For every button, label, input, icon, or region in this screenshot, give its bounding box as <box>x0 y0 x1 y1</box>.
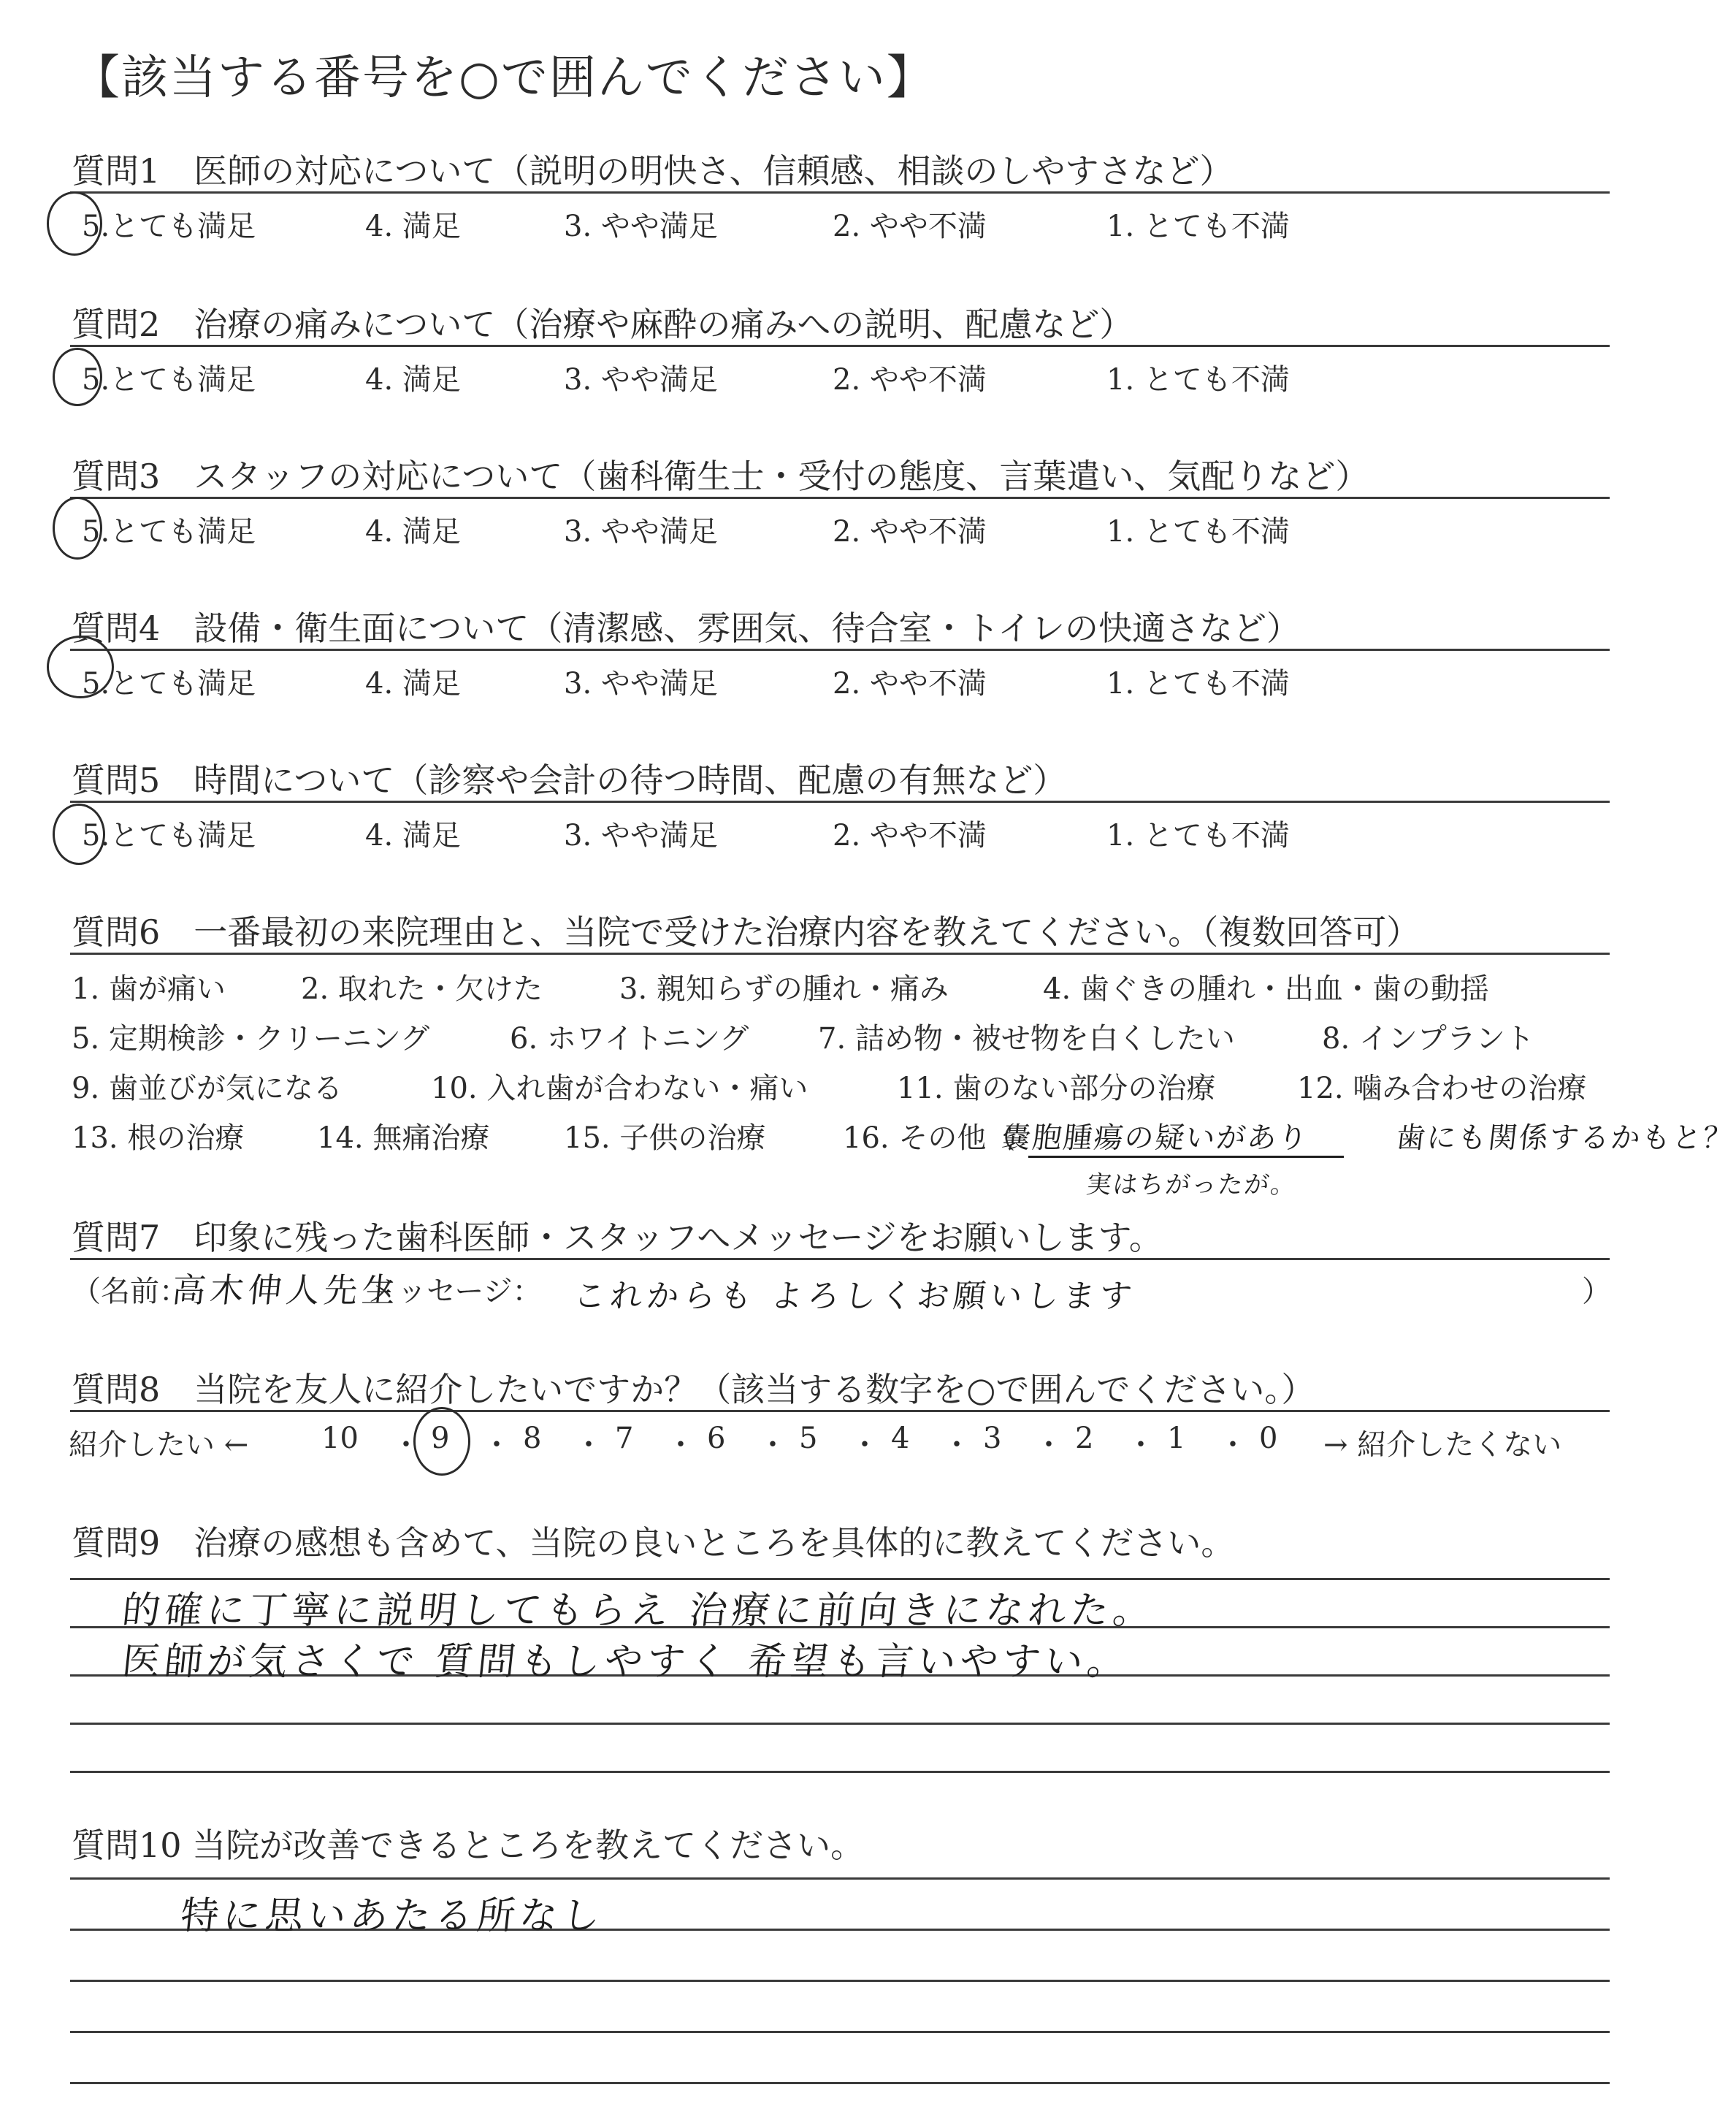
q8-separator: ・ <box>391 1428 421 1462</box>
q8-right-text: → 紹介したくない <box>1323 1428 1562 1462</box>
question-3-label: 質問3 スタッフの対応について（歯科衛生士・受付の態度、言葉遣い、気配りなど） <box>72 457 1369 496</box>
q6-choice[interactable]: 2. 取れた・欠けた <box>301 972 543 1006</box>
question-2-label: 質問2 治療の痛みについて（治療や麻酔の痛みへの説明、配慮など） <box>72 305 1133 344</box>
q6-choice[interactable]: 11. 歯のない部分の治療 <box>897 1072 1216 1105</box>
q6-handwriting-underline <box>1028 1156 1344 1158</box>
q1-option-5[interactable]: 5.とても満足 <box>82 210 256 243</box>
q6-choice[interactable]: 1. 歯が痛い <box>72 972 226 1006</box>
q8-separator: ・ <box>850 1428 879 1462</box>
q8-scale-7[interactable]: 7 <box>615 1422 634 1455</box>
q6-choice[interactable]: 12. 噛み合わせの治療 <box>1297 1072 1587 1105</box>
q8-separator: ・ <box>1034 1428 1063 1462</box>
q8-scale-8[interactable]: 8 <box>523 1422 542 1455</box>
q4-option-4[interactable]: 4. 満足 <box>365 667 461 701</box>
q7-close-paren: ） <box>1582 1275 1611 1308</box>
q5-option-1[interactable]: 1. とても不満 <box>1106 819 1290 853</box>
q8-separator: ・ <box>942 1428 971 1462</box>
q6-choice[interactable]: 5. 定期検診・クリーニング <box>72 1022 430 1056</box>
q2-option-5[interactable]: 5.とても満足 <box>82 363 256 397</box>
question-7-label: 質問7 印象に残った歯科医師・スタッフへメッセージをお願いします。 <box>72 1218 1163 1257</box>
question-7-rule <box>70 1258 1610 1260</box>
q1-option-2[interactable]: 2. やや不満 <box>833 210 987 243</box>
q7-name-value[interactable]: 高木伸人先生 <box>169 1270 402 1310</box>
q8-scale-0[interactable]: 0 <box>1259 1422 1278 1455</box>
question-1-rule <box>70 191 1610 194</box>
q8-scale-5[interactable]: 5 <box>799 1422 818 1455</box>
q1-option-4[interactable]: 4. 満足 <box>365 210 461 243</box>
q8-separator: ・ <box>1126 1428 1155 1462</box>
question-6-label: 質問6 一番最初の来院理由と、当院で受けた治療内容を教えてください。（複数回答可） <box>72 912 1420 952</box>
form-title: 【該当する番号を○で囲んでください】 <box>73 51 935 105</box>
q2-selected-circle <box>53 348 102 406</box>
q6-choice[interactable]: 9. 歯並びが気になる <box>72 1072 343 1105</box>
q5-option-3[interactable]: 3. やや満足 <box>564 819 718 853</box>
q1-selected-circle <box>47 191 102 256</box>
q5-selected-circle <box>53 804 105 865</box>
q7-message-value[interactable]: これからも よろしくお願いします <box>571 1278 1139 1315</box>
q6-choice[interactable]: 3. 親知らずの腫れ・痛み <box>619 972 949 1006</box>
question-8-label: 質問8 当院を友人に紹介したいですか？（該当する数字を○で囲んでください。） <box>72 1370 1315 1409</box>
q8-scale-2[interactable]: 2 <box>1075 1422 1094 1455</box>
q6-choice[interactable]: 6. ホワイトニング <box>510 1022 749 1056</box>
q2-option-1[interactable]: 1. とても不満 <box>1106 363 1290 397</box>
q2-option-4[interactable]: 4. 満足 <box>365 363 461 397</box>
q6-choice-other[interactable]: 16. その他（ <box>843 1121 1016 1155</box>
q6-other-handwriting: 歯にも関係するかもと？ <box>1394 1121 1736 1155</box>
q8-scale-6[interactable]: 6 <box>707 1422 726 1455</box>
q6-choice[interactable]: 7. 詰め物・被せ物を白くしたい <box>818 1022 1235 1056</box>
question-5-rule <box>70 801 1610 803</box>
q6-choice[interactable]: 4. 歯ぐきの腫れ・出血・歯の動揺 <box>1043 972 1489 1006</box>
q8-separator: ・ <box>482 1428 511 1462</box>
q6-choice[interactable]: 8. インプラント <box>1322 1022 1534 1056</box>
q6-choice[interactable]: 14. 無痛治療 <box>317 1121 490 1155</box>
q10-answer-line <box>70 2031 1610 2033</box>
q8-scale-4[interactable]: 4 <box>891 1422 910 1455</box>
q5-option-4[interactable]: 4. 満足 <box>365 819 461 853</box>
q10-answer-line <box>70 1877 1610 1880</box>
question-6-rule <box>70 953 1610 955</box>
q8-scale-9[interactable]: 9 <box>431 1422 450 1455</box>
q4-selected-circle <box>47 636 114 698</box>
question-1-label: 質問1 医師の対応について（説明の明快さ、信頼感、相談のしやすさなど） <box>72 151 1234 191</box>
q6-other-handwriting: 嚢胞腫瘍の疑いがあり <box>1000 1121 1311 1155</box>
question-4-rule <box>70 649 1610 651</box>
q1-option-3[interactable]: 3. やや満足 <box>564 210 718 243</box>
q8-left-text: 紹介したい ← <box>69 1428 249 1462</box>
q9-answer-line <box>70 1723 1610 1725</box>
q8-separator: ・ <box>666 1428 695 1462</box>
q3-option-2[interactable]: 2. やや不満 <box>833 515 987 549</box>
q10-answer-line <box>70 1980 1610 1982</box>
q4-option-2[interactable]: 2. やや不満 <box>833 667 987 701</box>
q5-option-2[interactable]: 2. やや不満 <box>833 819 987 853</box>
q9-answer-line <box>70 1771 1610 1773</box>
q6-choice[interactable]: 10. 入れ歯が合わない・痛い <box>431 1072 808 1105</box>
question-8-rule <box>70 1410 1610 1412</box>
q7-message-label: メッセージ： <box>368 1275 542 1308</box>
q8-separator: ・ <box>758 1428 787 1462</box>
q8-scale-3[interactable]: 3 <box>983 1422 1002 1455</box>
question-5-label: 質問5 時間について（診察や会計の待つ時間、配慮の有無など） <box>72 760 1067 800</box>
q9-answer-text[interactable]: 的確に丁寧に説明してもらえ 治療に前向きになれた。 <box>120 1589 1158 1633</box>
question-3-rule <box>70 497 1610 499</box>
q5-option-5[interactable]: 5.とても満足 <box>82 819 256 853</box>
q3-option-4[interactable]: 4. 満足 <box>365 515 461 549</box>
q3-option-5[interactable]: 5.とても満足 <box>82 515 256 549</box>
q4-option-1[interactable]: 1. とても不満 <box>1106 667 1290 701</box>
q2-option-3[interactable]: 3. やや満足 <box>564 363 718 397</box>
question-4-label: 質問4 設備・衛生面について（清潔感、雰囲気、待合室・トイレの快適さなど） <box>72 609 1301 648</box>
q8-scale-1[interactable]: 1 <box>1167 1422 1186 1455</box>
q8-separator: ・ <box>574 1428 603 1462</box>
q4-option-5[interactable]: 5.とても満足 <box>82 667 256 701</box>
q6-choice[interactable]: 13. 根の治療 <box>72 1121 245 1155</box>
q3-selected-circle <box>53 497 102 560</box>
q7-name-label: （名前： <box>72 1275 188 1308</box>
q3-option-1[interactable]: 1. とても不満 <box>1106 515 1290 549</box>
q10-answer-line <box>70 2082 1610 2084</box>
q6-choice[interactable]: 15. 子供の治療 <box>564 1121 766 1155</box>
q8-selected-circle <box>413 1407 470 1476</box>
question-10-label: 質問10 当院が改善できるところを教えてください。 <box>72 1826 865 1865</box>
q9-answer-text[interactable]: 医師が気さくで 質問もしやすく 希望も言いやすい。 <box>120 1640 1132 1684</box>
q10-answer-text[interactable]: 特に思いあたる所なし <box>178 1894 607 1938</box>
question-9-label: 質問9 治療の感想も含めて、当院の良いところを具体的に教えてください。 <box>72 1523 1235 1563</box>
q3-option-3[interactable]: 3. やや満足 <box>564 515 718 549</box>
question-2-rule <box>70 345 1610 347</box>
q2-option-2[interactable]: 2. やや不満 <box>833 363 987 397</box>
q8-separator: ・ <box>1218 1428 1247 1462</box>
q8-scale-10[interactable]: 10 <box>321 1422 359 1455</box>
q1-option-1[interactable]: 1. とても不満 <box>1106 210 1290 243</box>
q6-other-handwriting: 実はちがったが。 <box>1085 1170 1299 1200</box>
q4-option-3[interactable]: 3. やや満足 <box>564 667 718 701</box>
